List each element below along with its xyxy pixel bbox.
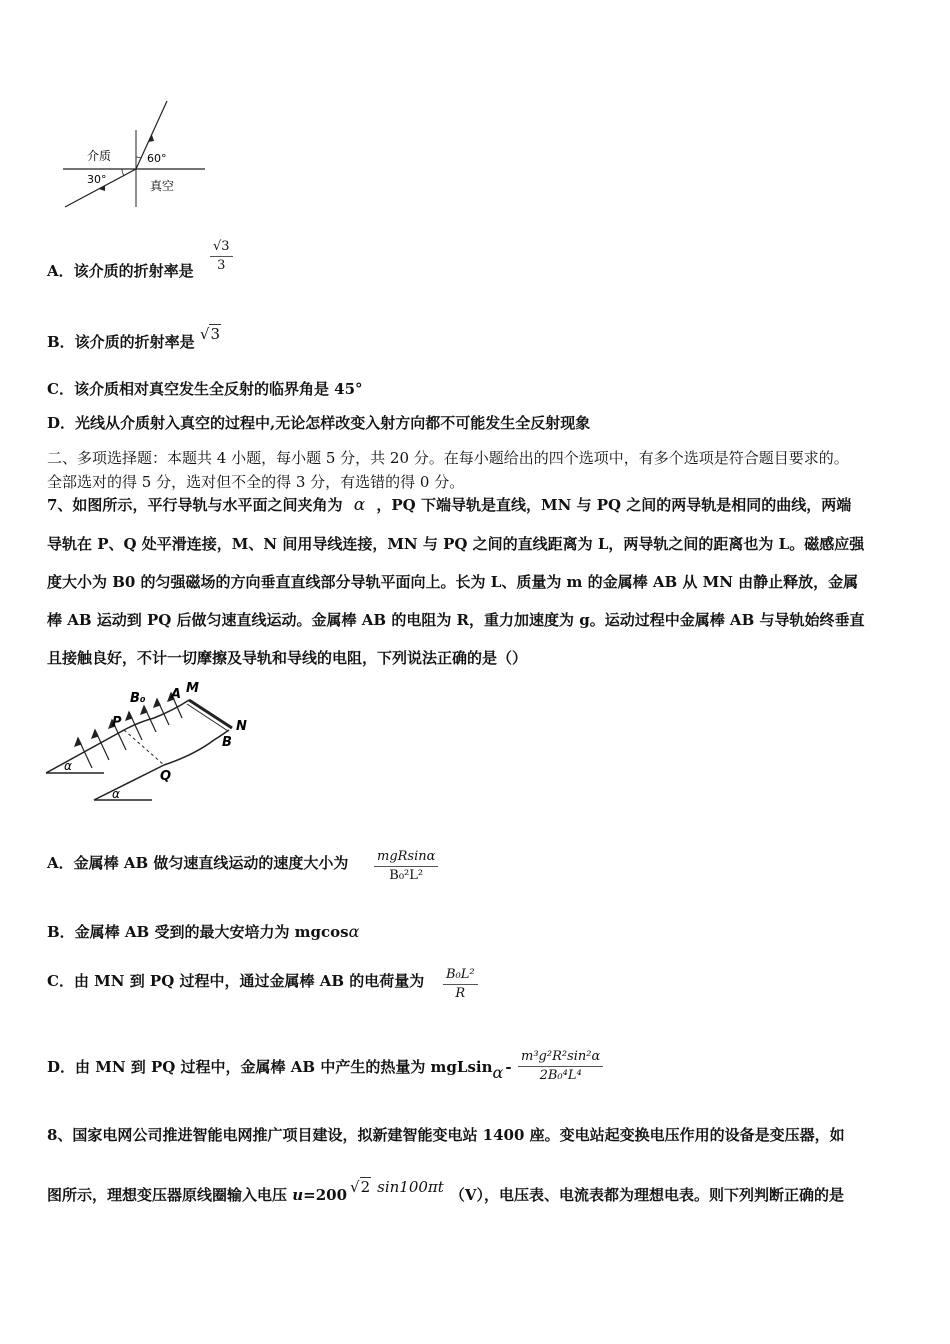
- medium-label: 介质: [87, 149, 112, 163]
- label-m: M: [186, 681, 199, 696]
- q7-line1-b: ，PQ 下端导轨是直线，MN 与 PQ 之间的两导轨是相同的曲线，两端: [376, 496, 852, 514]
- q7-line3: 度大小为 B0 的匀强磁场的方向垂直直线部分导轨平面向上。长为 L、质量为 m 的金属棒 AB 从 MN 由静止释放，金属: [47, 573, 859, 591]
- q6-option-a-fraction: [210, 238, 233, 275]
- rail-lower-straight: [94, 765, 164, 800]
- label-p: P: [112, 715, 122, 730]
- q7-option-b: [47, 922, 359, 942]
- vacuum-label: 真空: [150, 179, 175, 193]
- q7-alpha: α: [353, 495, 366, 515]
- label-alpha-2: α: [112, 787, 120, 801]
- q7-option-a: A．金属棒 AB 做匀速直线运动的速度大小为: [47, 854, 349, 872]
- q6-option-d: D．光线从介质射入真空的过程中,无论怎样改变入射方向都不可能发生全反射现象: [47, 414, 591, 432]
- angle-60-label: 60°: [147, 152, 167, 165]
- q7-option-c-num: B₀L²: [446, 967, 475, 982]
- section2-scoring: 全部选对的得 5 分，选对但不全的得 3 分，有选错的得 0 分。: [47, 473, 465, 491]
- q7-option-a-num: mgRsinα: [377, 849, 436, 864]
- q7-line5: 且接触良好，不计一切摩擦及导轨和导线的电阻，下列说法正确的是（）: [47, 649, 528, 667]
- angle-30-label: 30°: [87, 173, 107, 186]
- q6-option-b-text: B．该介质的折射率是: [47, 333, 195, 351]
- pq-dashed: [124, 730, 164, 765]
- q7-option-d: [47, 1057, 514, 1082]
- q7-line4: 棒 AB 运动到 PQ 后做匀速直线运动。金属棒 AB 的电阻为 R，重力加速度为 g。运动过程中金属棒 AB 与导轨始终垂直: [47, 611, 865, 629]
- q6-option-a-text: A．该介质的折射率是: [47, 262, 194, 280]
- q8-eq200: =200: [303, 1186, 348, 1204]
- q8-sin-term: sin100πt: [377, 1178, 444, 1196]
- label-b: B: [222, 735, 232, 750]
- q8-line2-a: 图所示，理想变压器原线圈输入电压: [47, 1186, 293, 1204]
- rod-mn-inner: [187, 704, 228, 731]
- refraction-diagram: [55, 95, 215, 215]
- angle-arc-30: [122, 169, 124, 176]
- q8-sqrt2: √2: [350, 1178, 371, 1196]
- angle-arc-60: [136, 157, 141, 158]
- rail-upper-straight: [46, 730, 124, 773]
- q8-line2: [47, 1178, 844, 1205]
- section2-header: 二、多项选择题：本题共 4 小题，每小题 5 分，共 20 分。在每小题给出的四个选项中，有多个选项是符合题目要求的。: [47, 449, 849, 467]
- label-q: Q: [160, 769, 172, 784]
- q8-line2-b: （V），电压表、电流表都为理想电表。则下列判断正确的是: [449, 1186, 844, 1204]
- q8-u: u: [292, 1186, 304, 1204]
- q7-option-d-den: 2B₀⁴L⁴: [539, 1068, 582, 1083]
- q6-option-b: [47, 325, 221, 352]
- q8-line1: 8、国家电网公司推进智能电网推广项目建设，拟新建智能变电站 1400 座。变电站起变换电压作用的设备是变压器，如: [47, 1126, 845, 1144]
- q7-option-d-text: D．由 MN 到 PQ 过程中，金属棒 AB 中产生的热量为 mgLsin: [47, 1058, 493, 1076]
- rail-diagram: [44, 680, 264, 805]
- q7-line2: 导轨在 P、Q 处平滑连接，M、N 间用导线连接，MN 与 PQ 之间的直线距离为 L，两导轨之间的距离也为 L。磁感应强: [47, 535, 865, 553]
- q7-option-c-fraction: [443, 966, 478, 1003]
- q6-option-a: [47, 261, 194, 281]
- label-alpha-1: α: [64, 759, 72, 773]
- q7-option-b-text: B．金属棒 AB 受到的最大安培力为 mgcos: [47, 923, 349, 941]
- rod-mn: [189, 700, 232, 728]
- q7-line1-a: 7、如图所示，平行导轨与水平面之间夹角为: [47, 496, 343, 514]
- q6-option-b-sqrt: √3: [199, 325, 221, 343]
- q7-option-a-fraction: [374, 848, 438, 885]
- q6-option-a-den: 3: [217, 258, 226, 273]
- q6-option-b-radicand: 3: [210, 325, 221, 343]
- q7-option-c-den: R: [455, 986, 466, 1001]
- field-arrows: [75, 693, 182, 768]
- q8-sqrt2-radicand: 2: [360, 1178, 371, 1196]
- q7-line1: [47, 495, 851, 515]
- label-b0: B₀: [130, 691, 146, 706]
- q6-option-c: C．该介质相对真空发生全反射的临界角是 45°: [47, 380, 363, 398]
- q7-option-c: C．由 MN 到 PQ 过程中，通过金属棒 AB 的电荷量为: [47, 972, 425, 990]
- q7-option-d-num: m³g²R²sin²α: [521, 1049, 601, 1064]
- q7-option-d-alpha: α: [492, 1063, 504, 1082]
- q7-option-b-alpha: α: [348, 922, 360, 941]
- label-n: N: [236, 719, 247, 734]
- q6-option-a-num: √3: [213, 239, 230, 254]
- q7-option-d-fraction: [518, 1048, 603, 1085]
- label-a: A: [171, 687, 182, 702]
- q7-option-d-minus: -: [505, 1058, 512, 1076]
- q7-option-a-den: B₀²L²: [389, 868, 424, 883]
- rail-lower-curve: [164, 730, 229, 765]
